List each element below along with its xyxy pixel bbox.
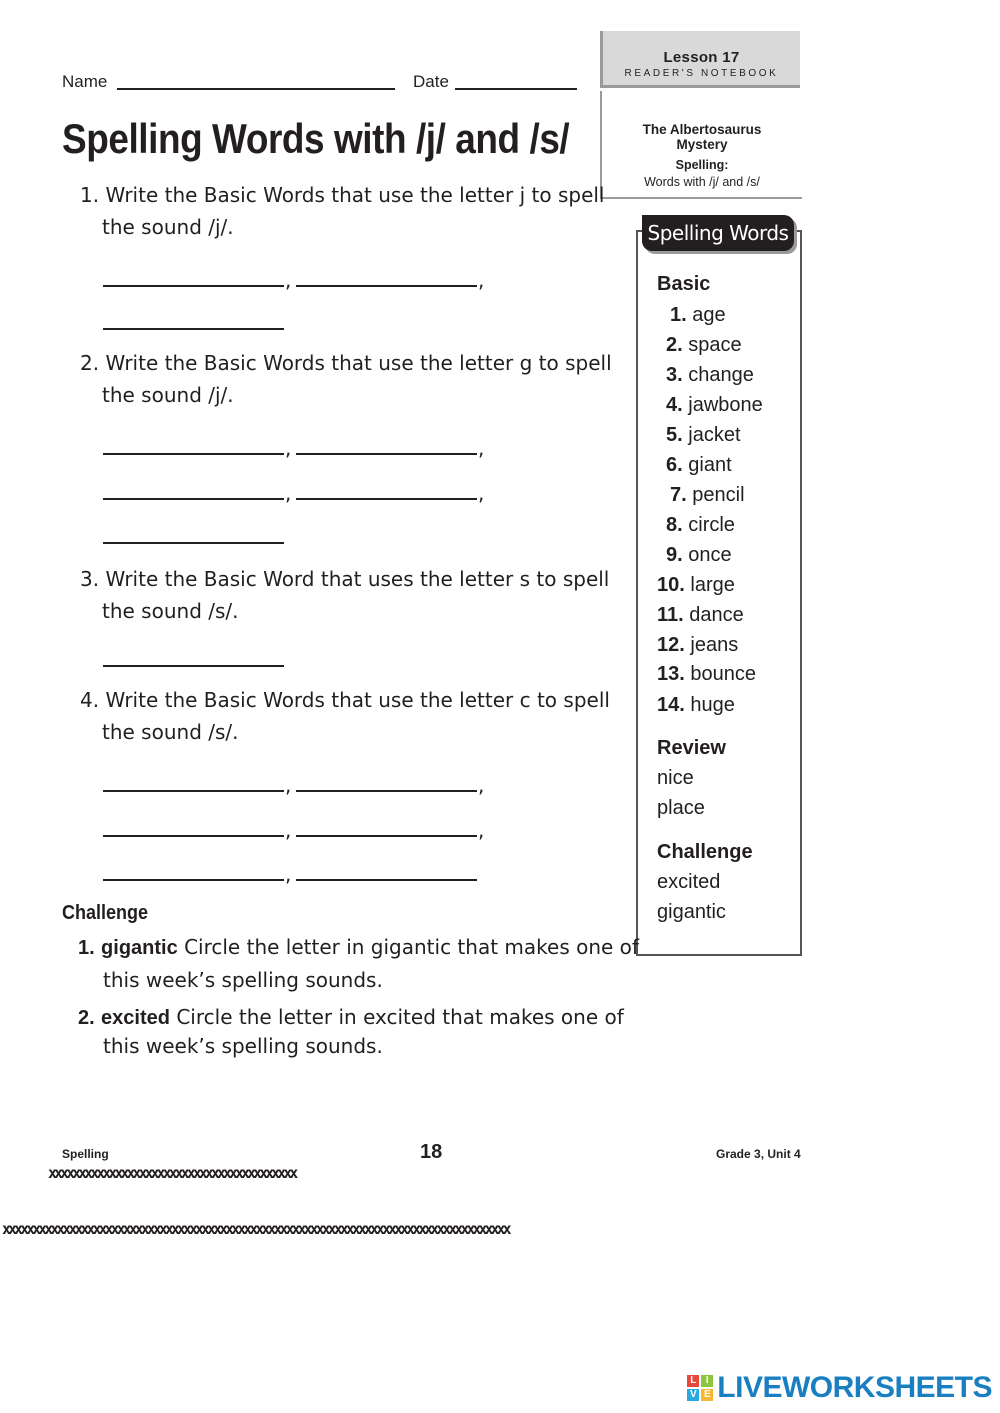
word-item: 3. change [666, 364, 754, 386]
challenge-item-num: 2. [78, 1007, 95, 1029]
question-2-line1: 2. Write the Basic Words that use the letter g to spell [80, 351, 612, 375]
challenge-heading: Challenge [62, 902, 149, 924]
name-label: Name [62, 72, 108, 91]
challenge-word: excited [657, 871, 721, 893]
word-item: 8. circle [666, 514, 735, 536]
challenge-item-word: gigantic [101, 937, 178, 959]
question-4-line2: the sound /s/. [102, 720, 239, 744]
answer-line[interactable] [296, 879, 477, 881]
challenge-item-line2: this week’s spelling sounds. [103, 968, 383, 992]
footer-grade: Grade 3, Unit 4 [716, 1147, 801, 1161]
spelling-words-tab: Spelling Words [642, 215, 794, 251]
question-2-line2: the sound /j/. [102, 383, 234, 407]
liveworksheets-logo[interactable] [687, 1371, 992, 1405]
answer-line[interactable] [103, 665, 284, 667]
answer-line[interactable] [103, 542, 284, 544]
challenge-item-2 [78, 1001, 624, 1062]
challenge-item-line2: this week’s spelling sounds. [103, 1034, 383, 1058]
word-item: 14. huge [657, 694, 735, 716]
word-item: 4. jawbone [666, 394, 763, 416]
basic-heading: Basic [657, 273, 711, 295]
word-item: 11. dance [657, 604, 744, 626]
story-title: The Albertosaurus Mystery [642, 122, 762, 152]
answer-line[interactable] [296, 498, 477, 500]
word-item: 7. pencil [670, 484, 745, 506]
review-heading: Review [657, 737, 726, 759]
question-3-line1: 3. Write the Basic Word that uses the letter s to spell [80, 567, 610, 591]
word-item: 1. age [670, 304, 726, 326]
challenge-item-word: excited [101, 1007, 170, 1029]
topic-label: Spelling: [675, 158, 729, 172]
notebook-label: READER'S NOTEBOOK [624, 68, 779, 79]
answer-line[interactable] [296, 285, 477, 287]
comma: , [478, 268, 485, 292]
redacted-text: xxxxxxxxxxxxxxxxxxxxxxxxxxxxxxxxxxxxxxxxx [48, 1164, 296, 1182]
comma: , [478, 818, 485, 842]
name-field[interactable] [117, 88, 395, 90]
challenge-item-text: Circle the letter in gigantic that makes one of [184, 935, 639, 959]
liveworksheets-icon: L I V E [687, 1375, 713, 1401]
redacted-copyright: xxxxxxxxxxxxxxxxxxxxxxxxxxxxxxxxxxxxxxxxxxxxxxxxxxxxxxxxxxxxxxxxxxxxxxxxxxxxxxxxxxxx [2, 1220, 509, 1238]
challenge-item-num: 1. [78, 937, 95, 959]
question-1 [80, 179, 605, 243]
comma: , [478, 481, 485, 505]
question-3 [80, 563, 609, 627]
comma: , [285, 862, 292, 886]
question-1-line2: the sound /j/. [102, 215, 234, 239]
comma: , [285, 436, 292, 460]
lesson-number: Lesson 17 [663, 49, 740, 66]
review-word: place [657, 797, 705, 819]
challenge-word: gigantic [657, 901, 726, 923]
answer-line[interactable] [103, 790, 284, 792]
comma: , [285, 773, 292, 797]
answer-line[interactable] [103, 328, 284, 330]
word-item: 6. giant [666, 454, 732, 476]
answer-line[interactable] [103, 285, 284, 287]
lesson-box [600, 31, 800, 88]
challenge-item-1 [78, 931, 639, 996]
logo-text: LIVEWORKSHEETS [717, 1371, 992, 1404]
comma: , [285, 481, 292, 505]
topic-box [600, 91, 802, 199]
answer-line[interactable] [296, 790, 477, 792]
challenge-list-heading: Challenge [657, 841, 753, 863]
question-4-line1: 4. Write the Basic Words that use the letter c to spell [80, 688, 610, 712]
word-item: 5. jacket [666, 424, 741, 446]
word-item: 9. once [666, 544, 732, 566]
answer-line[interactable] [103, 835, 284, 837]
comma: , [478, 436, 485, 460]
question-2 [80, 347, 612, 411]
challenge-item-text: Circle the letter in excited that makes one of [176, 1005, 624, 1029]
answer-line[interactable] [103, 498, 284, 500]
comma: , [478, 773, 485, 797]
date-field[interactable] [455, 88, 577, 90]
comma: , [285, 268, 292, 292]
answer-line[interactable] [103, 453, 284, 455]
answer-line[interactable] [296, 835, 477, 837]
page-title: Spelling Words with /j/ and /s/ [62, 115, 570, 162]
page-number: 18 [420, 1141, 443, 1163]
answer-line[interactable] [103, 879, 284, 881]
word-item: 10. large [657, 574, 735, 596]
comma: , [285, 818, 292, 842]
word-item: 2. space [666, 334, 742, 356]
footer-subject: Spelling [62, 1147, 109, 1161]
word-item: 13. bounce [657, 663, 756, 685]
question-1-line1: 1. Write the Basic Words that use the letter j to spell [80, 183, 605, 207]
question-3-line2: the sound /s/. [102, 599, 239, 623]
review-word: nice [657, 767, 694, 789]
topic-text: Words with /j/ and /s/ [644, 175, 760, 189]
question-4 [80, 684, 610, 748]
answer-line[interactable] [296, 453, 477, 455]
date-label: Date [413, 72, 449, 91]
word-item: 12. jeans [657, 634, 739, 656]
